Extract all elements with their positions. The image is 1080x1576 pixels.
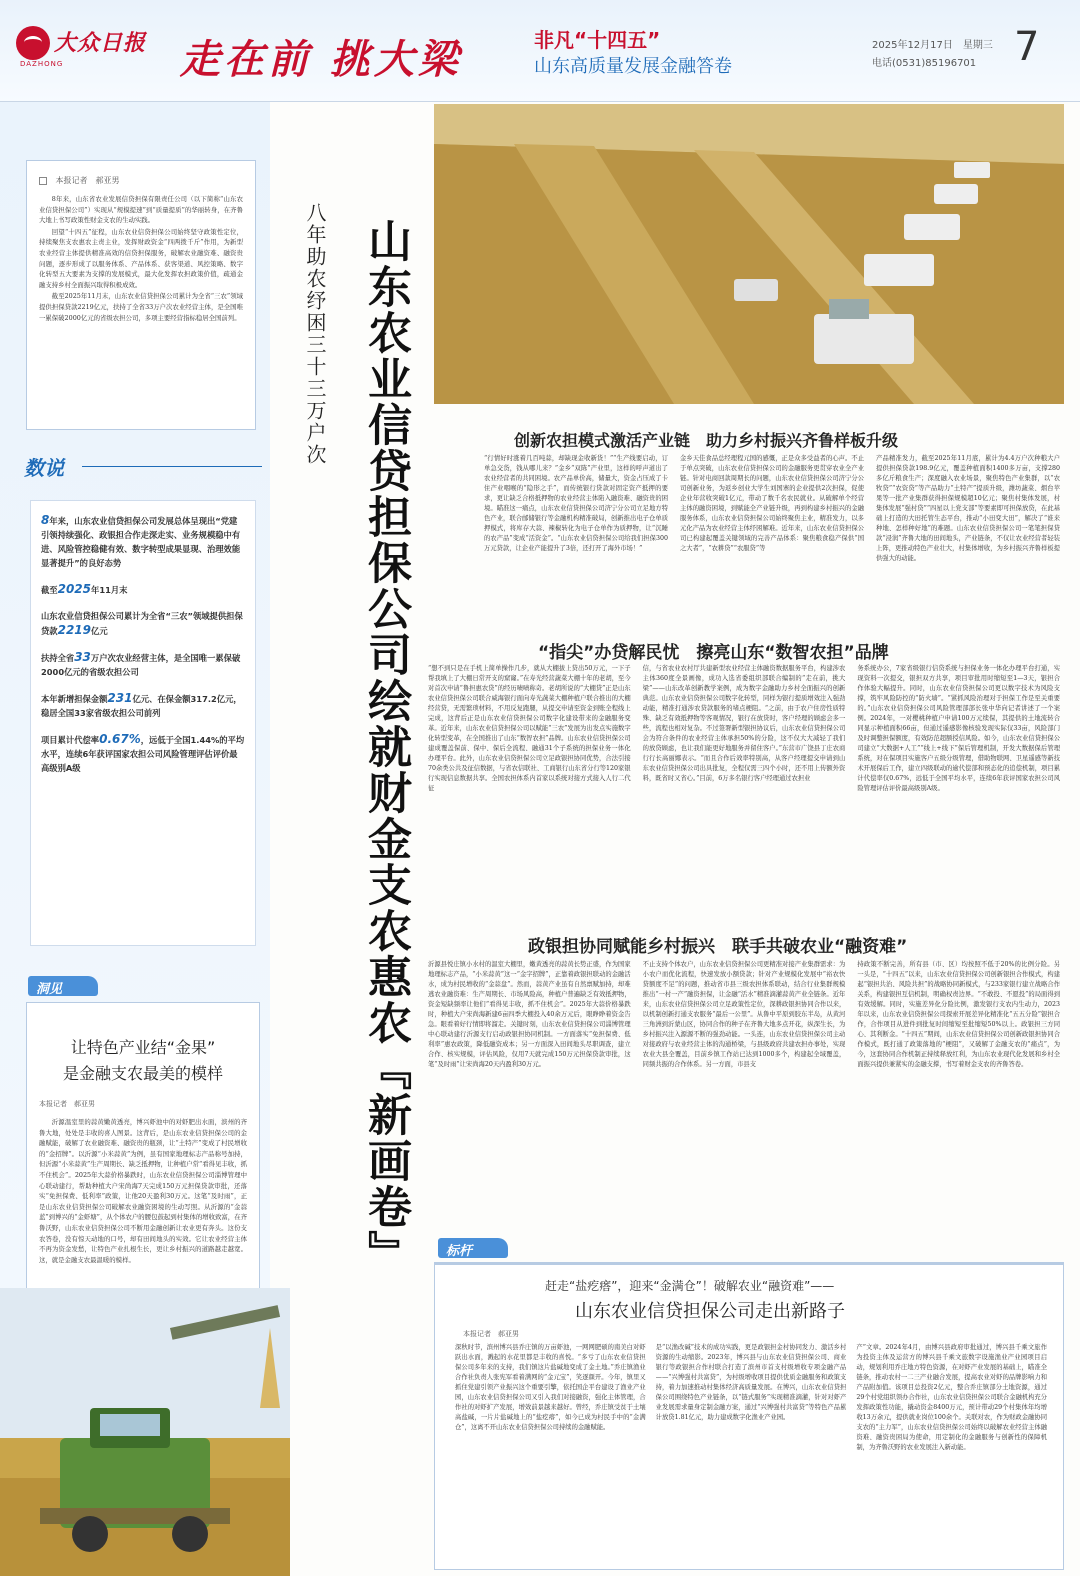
headline-main: 山东农业信贷担保公司绘就财金支农惠农『新画卷』 <box>360 218 411 1276</box>
biaogan-tag: 标杆 <box>438 1238 508 1258</box>
byline-box-icon <box>39 177 47 185</box>
stat-item: 本年新增担保金额231亿元、在保金额317.2亿元，稳居全国33家省级农担公司前列 <box>41 691 242 718</box>
article-body <box>484 454 1060 616</box>
article-column: 不止支持个体农户，山东农业信贷担保公司更精准对接产业集群需求：为小农户而优化流程，快速发放小额贷款；针对产业规模化发展中“裕农快贷额度不足”的问题，推动省市县三级农担体系联动，结合行业集群规模推出“一村一产”融资担保，让金融“活水”精准滴灌蒜黄产业全链条。近年来，山东农业信贷担保公司立足政策性定位，深耕政银担协同合作以来，以机制创新打通支农服务“最后一公里”。从鲁中平原到胶东半岛，从黄河三角洲到沂蒙山区，协同合作的种子在齐鲁大地多点开花，纵深生长，为乡村振兴注入源源不断的强劲动能。一头连，山东农业信贷担保公司主动对接政府与农业经营主体的沟通桥梁，与县级政府共建农担办事处，实现农业大县全覆盖，目前乡镇工作站已达到1000多个，构建起全域覆盖，同频共振的合作体系。另一方面，市县支 <box>642 961 846 1068</box>
dongjian-tag: 洞见 <box>28 976 98 996</box>
intro-byline: 本报记者 郝亚男 <box>39 175 243 186</box>
logo-sub: DAZHONG <box>20 60 64 68</box>
stat-item: 截至2025年11月末 <box>41 582 128 596</box>
biaogan-byline: 本报记者 郝亚男 <box>463 1330 519 1338</box>
article-body <box>428 664 1060 914</box>
page-number: 7 <box>1014 24 1040 70</box>
logo-emblem-icon <box>16 26 50 60</box>
phone-number: 电话(0531)85196701 <box>872 58 977 69</box>
section-title: 创新农担模式激活产业链 助力乡村振兴齐鲁样板升级 <box>514 431 899 450</box>
dongjian-title: 让特色产业结“金果” 是金融支农最美的模样 <box>62 1038 223 1083</box>
dongjian-byline: 本报记者 郝亚男 <box>39 1100 95 1108</box>
harvest-field-photo <box>434 104 1064 404</box>
page-header <box>0 0 1080 102</box>
article-column: 金乡天佳食品总经理程元国的感慨，正是众多受益者的心声。不止于单点突破，山东农业信贷担保公司的金融服务更贯穿农业全产业链。针对电商回款周期长的问题，山东农业信贷担保公司济宁分公司创新业务，为返乡创业大学生刘国寨的企业提供2次担保，促使企业年营收突破1亿元，带动了数千名农民就业。从破解单个经营主体的融资困境，到赋能全产业链升级，再到构建乡村振兴的金融服务体系，山东农业信贷担保公司始终聚焦主业，精准发力，以多元化产品为农业经营主体纾困解难。近年来，山东农业信贷担保公司已构建起覆盖关键领域的完善产品体系：聚焦粮食稳产保供“国之大者”，“农耕贷”“农服贷”等 <box>680 455 864 552</box>
article-column: 持政策不断完善，所有县（市、区）均按照不低于20%的比例分险。另一头是，“十四五”以来，山东农业信贷担保公司创新银担合作模式，构建起“银担共治、风险共担”的战略协同新模式，与233家银行建立战略合作关系，构建银担互信机制，明确权责边界。“不敢投、不愿投”的局面得到有效缓解。同时，实施差异化分险比例，激发银行支农内生动力，2023年以来，山东农业信贷担保公司探索开展差异化精准化“五五分险”银担合作，合作项目从进件到批复时间缩短至批缩短50%以上。政银担三方同心、其利断金。“十四五”期间，山东农业信贷担保公司创新政银担协同合作模式，既打通了政策落地的“梗阻”，又破解了金融支农的“痛点”，为今，这套协同合作机制正持续释放红利，为山东农业现代化发展和乡村全面振兴提供兼紧实的金融支撑，书写着财金支农的齐鲁答卷。 <box>857 961 1061 1068</box>
section-title: “指尖”办贷解民忧 擦亮山东“数智农担”品牌 <box>538 643 889 663</box>
article-column: 信，与省农业农村厅共建新型农业经营主体融资数据服务平台，构建涉农主体360度全景画像，成功入选省委组织部联合编制的“走在前，挑大梁”——山东改革创新教学案例，成为数字金融助力乡村全面振兴的创新典范。山东农业信贷担保公司数字化转型，同样为银行提质增效注入强劲动能，精准打通涉农贷款服务的堵点梗阻。“之前，由于农户住房性质特殊、缺乏有效抵押物等客观情况，银行在放贷时，客户经理的顾虑会多一些，流程也相对复杂。不过签署新型银担协议后，山东农业信贷担保公司会为符合条件的农业经营主体承担50%的分险，这不仅大大减轻了我们的放贷顾虑，也让我们能更好地服务并留住客户。”东营市广饶县丁庄农商行行长高丽娜表示。“而且合作后效率特别高，从客户经理提交申请到山东农业信贷担保公司出具批复，全程仅需三四个小时，还不用上传额外资料，既省时又省心。”目前，6万多名银行客户经理通过农担业 <box>642 665 846 782</box>
intro-text <box>39 194 243 323</box>
intro-box <box>26 160 256 430</box>
article-column: “想不到只是在手机上简单操作几步，就从大棚拔上贷出50万元，一下子帮我填上了大棚日常开支的窟窿。”在寿光经营蔬菜大棚十年的老胡，至今对首次申请“鲁担惠农贷”的经历啧啧称奇。老胡所说的“大棚贷”正是山东农业信贷担保公司联合威海银行面向寿光蔬菜大棚种植户联合推出的大棚经营贷，无需繁琐材料，不用反复跑腿，从提交申请至资金到账全程线上完成，这背后正是山东农业信贷担保公司数字化建设带来的金融服务变革。近年来，山东农业信贷担保公司以赋能“三农”发展为出发点实施数字化转型变革，在全国推出了山东“数智农担”品牌。山东农业信贷担保公司建成覆盖保前、保中、保后全流程、融通31个子系统的担保业务一体化办理平台。此外，山东农业信贷担保公司立足政银担协同优势，合法引接70余类公共及征信数据，与省农信联社、工商银行山东省分行等120家银行实现信息数据共享。全国农担体系内首家以系统对接方式接入人行二代征 <box>428 665 631 792</box>
biaogan-body <box>455 1343 1047 1565</box>
biaogan-title: 山东农业信贷担保公司走出新路子 <box>575 1301 845 1322</box>
divider <box>82 466 262 467</box>
issue-date: 2025年12月17日 星期三 <box>872 40 993 51</box>
harvester-photo <box>0 1288 290 1576</box>
left-column <box>0 102 270 1576</box>
masthead-title: 走在前 挑大梁 <box>180 36 462 83</box>
masthead-subtitle: 非凡“十四五” <box>534 28 661 52</box>
intro-paragraph: 截至2025年11月末，山东农业信贷担保公司累计为全省“三农”领域提供担保贷款2219亿元，扶持了全省33万户次农业经营主体，是全国唯一累保破2000亿元的省级农担公司，多项主要经营指标稳居全国前列。 <box>39 292 243 322</box>
article-column: “行情好时涨着几百吨蒜，却缺现金收新货！”“生产线要启动，订单急交货，钱从哪儿来？”金乡“双陈”产业里，这样的呼声道出了农业经营者的共同困境。农产品单价高，储量大，资金占压成了卡住产业咽喉的“隐形之手”，而传统银行贷款对固定资产抵押的要求，更让缺乏合格抵押物的农业经营主体陷入融资难、融资贵的困境。瞄准这一痛点，山东农业信贷担保公司济宁分公司立足地方特色产业，联合邮储银行等金融机构精准破局，创新推出电子仓单质押模式，将库存大蒜、辣椒转化为电子仓单作为质押物，让“沉睡的农产品”变成“活资金”。“山东农业信贷担保公司给我们担保300万元贷款，让企业产能提升了3倍，还打开了海外市场！” <box>484 455 668 552</box>
article-body <box>428 960 1060 1220</box>
intro-paragraph: 回望“十四五”征程，山东农业信贷担保公司始终坚守政策性定位，持续聚焦支农惠农主责主业，发挥财政资金“四两拨千斤”作用，为新型农业经营主体提供精准高效的信贷担保服务，破解农业融资难、融资贵问题，逐步形成了以服务体系、产品体系、获客渠道、风控策略、数字化转型五大要素为支撑的发展模式，最大化发挥农担政策价值，疏通金融支持乡村全面振兴取得积极成效。 <box>39 227 243 289</box>
stat-item: 项目累计代偿率0.67%，远低于全国1.44%的平均水平，连续6年获评国家农担公司风险管理评估评价最高级别A级 <box>41 732 245 773</box>
article-column: 沂源县悦庄镇小水村的温室大棚里，嫩黄透亮的蒜黄长势正盛，作为国家地理标志产品，“小米蒜黄”这一“金字招牌”，正靠着政银担联动的金融活水，成为村民增收的“金蒜盘”。然而，蒜黄产业虽有自然禀赋加持，却难逃农业融资难：生产周期长、市场风险高，种植户普遍缺乏有效抵押物，资金短缺频率让他们“看得见丰收，抓不住机会”。2025年大蒜价格暴跌时，种植大户宋尚海新建6亩四季大棚投入40余万元后，眼睁睁着资金告急。眼看着好行情即将溜走。关键时刻，山东农业信贷担保公司淄博管理中心联动建行沂源支行启动政银担协同机制。一方面落实“免担保费、低利率”惠农政策，降低融资成本；另一方面深入田间地头尽职调查，建立合作、核实规模，评估风险，仅用7天就完成150万元担保贷款审批，这笔“及时雨”让宋尚海20天内盈利30万元。 <box>428 961 631 1068</box>
article-column: 是“以渔改碱”技术的成功实践，更是政银担金村协同发力、激活乡村资源的生动缩影。2023年，博兴县与山东农业信贷担保公司、商业银行等政银担合作村联合打造了滨州市首支村级增收专项金融产品——“兴博强村共富贷”，为村级增收项目提供优质金融服务和政策支持，着力加速推动村集体经济高质量发展。在博兴，山东农业信贷担保公司围绕特色产业链条，以“链式服务”实现精准滴灌，针对对虾产业发展需求量身定制金融方案，通过“兴博强村共富贷”等特色产品累计放贷1.81亿元，助力建成数字化渔业产业园。 <box>655 1344 847 1421</box>
article-column: 深秋时节，滨州博兴县乔庄镇的万亩虾池，一网网肥硕的南美白对虾跃出水面，溅起的水花里都是丰收的喜悦。“多亏了山东农业信贷担保公司多年来的支持，我们镇这片盐碱地变成了金土地。”乔庄镇渔业合作社负责人张宪军看着满网的“金元宝”，笑逐颜开。今年，镇里又抓住党建引领产业振兴这个重要引擎，依托国企平台建设了渔业产业园，山东农业信贷担保公司又引入我们对接融资，强化主体管理，合作社的对虾扩产发展，增效前景越来越好。曾经，乔庄镇受贫于土壤高盐碱，一片片盐碱地上的“盐疙瘩”，如今已成为村民手中的“金满仓”，这离不开山东农业信贷担保公司持续的金融赋能。 <box>455 1344 646 1431</box>
biaogan-box <box>434 1262 1064 1570</box>
stat-item: 8年来，山东农业信贷担保公司发展总体呈现出“党建引领持续强化、政银担合作走深走实、业务规模稳中有进、风险管控稳健有效、数字转型成果显现、治理效能显著提升”的良好态势 <box>41 513 241 568</box>
shuo-heading: 数说 <box>24 456 64 480</box>
dongjian-text: 沂源温室里的蒜黄嫩黄透亮，博兴虾池中的对虾肥出水面，滨州的齐鲁大地，处处是丰收的喜人图景。这背后，是山东农业信贷担保公司的金融赋能，破解了农业融资难、融资贵的瓶颈，让“土特产”变成了村民增收的“金招牌”。以沂源“小米蒜黄”为例，虽有国家地理标志产品称号加持，但沂源“小米蒜黄”生产周期长、缺乏抵押物，让种植户常“看得见丰收，抓不住机会”。2025年大蒜价格暴跌时，山东农业信贷担保公司淄博管理中心联动建行，帮助种植大户宋尚海7天完成150万元担保贷款审批，还落实“免担保费、低利率”政策，让他20天盈利30万元。这笔“及时雨”，正是山东农业信贷担保公司破解农业融资困境的生动写照。从沂源的“金蒜蓝”到博兴的“金虾塘”，从个体农户的腰包鼓起到村集体的增收致富，在齐鲁沃野，山东农业信贷担保公司不断用金融创新让农业更有奔头。这份支农答卷，没有惊天动地的口号，却有田间地头的实效。它让农业经营主体不再为资金发愁，让特色产业扎根生长，更让乡村振兴的道路越走越宽。这，就是金融支农最温暖的模样。 <box>39 1118 247 1264</box>
article-column: 务系统办公，7家省级银行信贷系统与担保业务一体化办理平台打通，实现资料一次提交，银担双方共享，项目审批用时缩短至1—3天，银担合作体验大幅提升。同时，山东农业信贷担保公司更以数字技术为风险支撑，筑牢风险防控的“防火墙”。“紧抓风险治理对于担保工作是至关重要的。”山东农业信贷担保公司风险管理部部长张中华向记者讲述了一个案例。2024年，一对樱桃种植户申请100万元续保，其提供的土地流转合同显示种植面积66亩，但通过遥感影像核验发现实际仅33亩，风险部门及时调整担保额度，有效防范超额授信风险。如今，山东农业信贷担保公司建立“大数据+人工”“线上+线下”保后管理机制，开发大数据保后管理系统，对在保项目实施客户五级分级管理，借助物联网、卫星遥感等新技术开展保后工作，建立四级联动的逾代偿部和预态化的追偿机制，项目累计代偿率仅0.67%，远低于全国平均水平，连续6年获评国家农担公司风险管理评估评价最高级别A级。 <box>857 665 1061 792</box>
stat-item: 山东农业信贷担保公司累计为全省“三农”领域提供担保贷款2219亿元 <box>41 611 243 637</box>
article-column: 产”文章。2024年4月，由博兴县政府审批通过，博兴县千乘文旅作为投资主体及运营方的博兴县千乘文旅数字设施渔业产业园项目启动，规划利用乔庄地方特色资源，在对虾产业发展的基础上，瞄准全链条，推动农村一二三产业融合发展，提高农业对虾的品牌影响力和产品附加值。该项目总投资2亿元，整合乔庄镇部分土地资源，通过29个村党组织领办合作社，山东农业信贷担保公司联合金融机构充分发挥政策性功能，撬动资金8400万元，预计带动29个村集体年均增收13万余元，提供就业岗位100余个。关联对农，作为财政金融协同支农的“主力军”，山东农业信贷担保公司始终以破解农业经营主体融资难、融资贵困局为使命，用定制化的金融服务与创新性的保障机制，为齐鲁沃野的农业发展注入新动能。 <box>856 1344 1048 1451</box>
biaogan-kicker: 赶走“盐疙瘩”，迎来“金满仓”！破解农业“融资难”—— <box>545 1279 835 1293</box>
intro-paragraph: 8年来，山东省农业发展信贷担保有限责任公司（以下简称“山东农业信贷担保公司”）实现从“规模提速”到“质量提质”的华丽转身，在齐鲁大地上书写政策性财金支农的生动实践。 <box>39 195 243 225</box>
headline-subtitle: 八年助农纾困三十三万户次 <box>303 202 327 466</box>
stat-item: 扶持全省33万户次农业经营主体，是全国唯一累保破2000亿元的省级农担公司 <box>41 650 241 677</box>
stats-box <box>30 500 256 946</box>
section-title: 政银担协同赋能乡村振兴 联手共破农业“融资难” <box>528 937 908 957</box>
logo-name: 大众日报 <box>54 30 147 56</box>
article-column: 产品精准发力，截至2025年11月底，累计为4.4万户次种粮大户提供担保贷款198.9亿元，覆盖种植面积1400多万亩，支撑280多亿斤粮食生产；深度融入农业场景，聚焦特色产业集群，以“农牧贷”“农资贷”等产品助力“土特产”提质升级，潍坊蔬菜、烟台苹果等一批产业集群获得担保规模超10亿元；聚焦村集体发展，村集体发展“强村贷”“四星以上党支部”等要素即可担保放贷，在此基础上打造的大田托管生态平台，推动“小田变大田”，解决了“谁来种地、怎样种好地”的难题。山东农业信贷担保公司一笔笔担保贷款“浸润”齐鲁大地的田间地头，产业链条，不仅让农业经营者轻装上阵，更推动特色产业壮大，村集体增收，为乡村振兴齐鲁样板提供强大的动能。 <box>876 455 1060 562</box>
newspaper-logo[interactable] <box>12 20 162 70</box>
masthead-series: 山东高质量发展金融答卷 <box>534 56 732 77</box>
